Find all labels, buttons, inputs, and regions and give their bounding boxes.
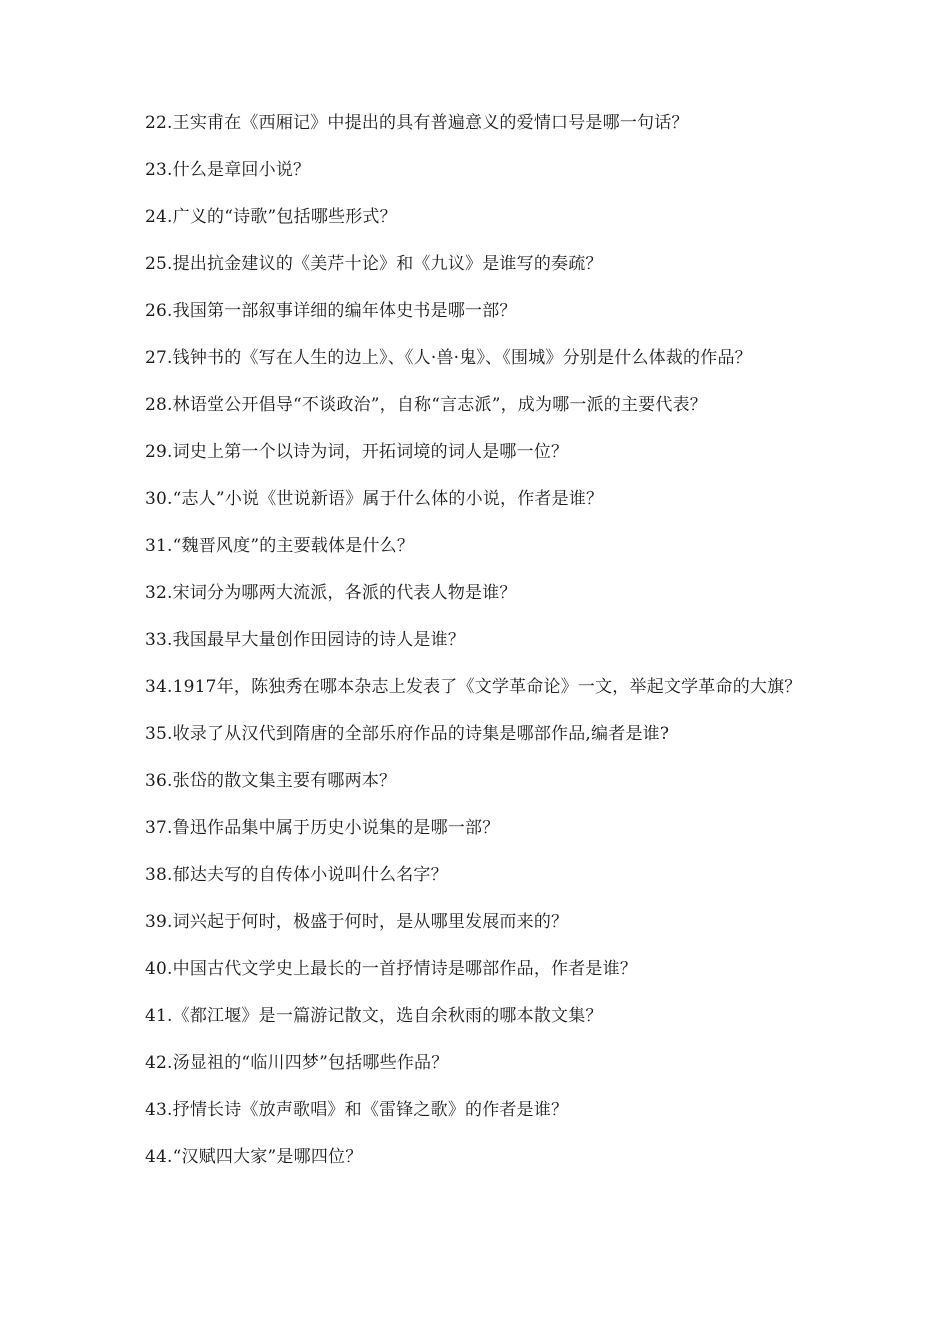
question-39: 39.词兴起于何时，极盛于何时，是从哪里发展而来的？ [145, 912, 569, 932]
question-25: 25.提出抗金建议的《美芹十论》和《九议》是谁写的奏疏？ [145, 254, 603, 274]
question-list [145, 111, 815, 1192]
question-42: 42.汤显祖的“临川四梦”包括哪些作品？ [145, 1053, 449, 1073]
question-38: 38.郁达夫写的自传体小说叫什么名字？ [145, 865, 448, 885]
question-27: 27.钱钟书的《写在人生的边上》、《人·兽·鬼》、《围城》分别是什么体裁的作品？ [145, 348, 752, 368]
question-34: 34.1917年，陈独秀在哪本杂志上发表了《文学革命论》一文，举起文学革命的大旗？ [145, 677, 802, 697]
question-40: 40.中国古代文学史上最长的一首抒情诗是哪部作品，作者是谁？ [145, 959, 638, 979]
question-36: 36.张岱的散文集主要有哪两本？ [145, 771, 397, 791]
question-33: 33.我国最早大量创作田园诗的诗人是谁？ [145, 630, 466, 650]
question-41: 41.《都江堰》是一篇游记散文，选自余秋雨的哪本散文集？ [145, 1006, 603, 1026]
question-44: 44.“汉赋四大家”是哪四位？ [145, 1147, 363, 1167]
question-29: 29.词史上第一个以诗为词，开拓词境的词人是哪一位？ [145, 442, 569, 462]
question-30: 30.“志人”小说《世说新语》属于什么体的小说，作者是谁？ [145, 489, 604, 509]
question-37: 37.鲁迅作品集中属于历史小说集的是哪一部？ [145, 818, 500, 838]
question-43: 43.抒情长诗《放声歌唱》和《雷锋之歌》的作者是谁？ [145, 1100, 569, 1120]
question-23: 23.什么是章回小说？ [145, 160, 311, 180]
question-35: 35.收录了从汉代到隋唐的全部乐府作品的诗集是哪部作品,编者是谁? [145, 724, 670, 744]
question-24: 24.广义的“诗歌”包括哪些形式？ [145, 207, 397, 227]
question-32: 32.宋词分为哪两大流派，各派的代表人物是谁？ [145, 583, 517, 603]
question-28: 28.林语堂公开倡导“不谈政治”，自称“言志派”，成为哪一派的主要代表？ [145, 395, 707, 415]
question-22: 22.王实甫在《西厢记》中提出的具有普遍意义的爱情口号是哪一句话？ [145, 113, 689, 133]
question-26: 26.我国第一部叙事详细的编年体史书是哪一部？ [145, 301, 517, 321]
question-31: 31.“魏晋风度”的主要载体是什么？ [145, 536, 415, 556]
